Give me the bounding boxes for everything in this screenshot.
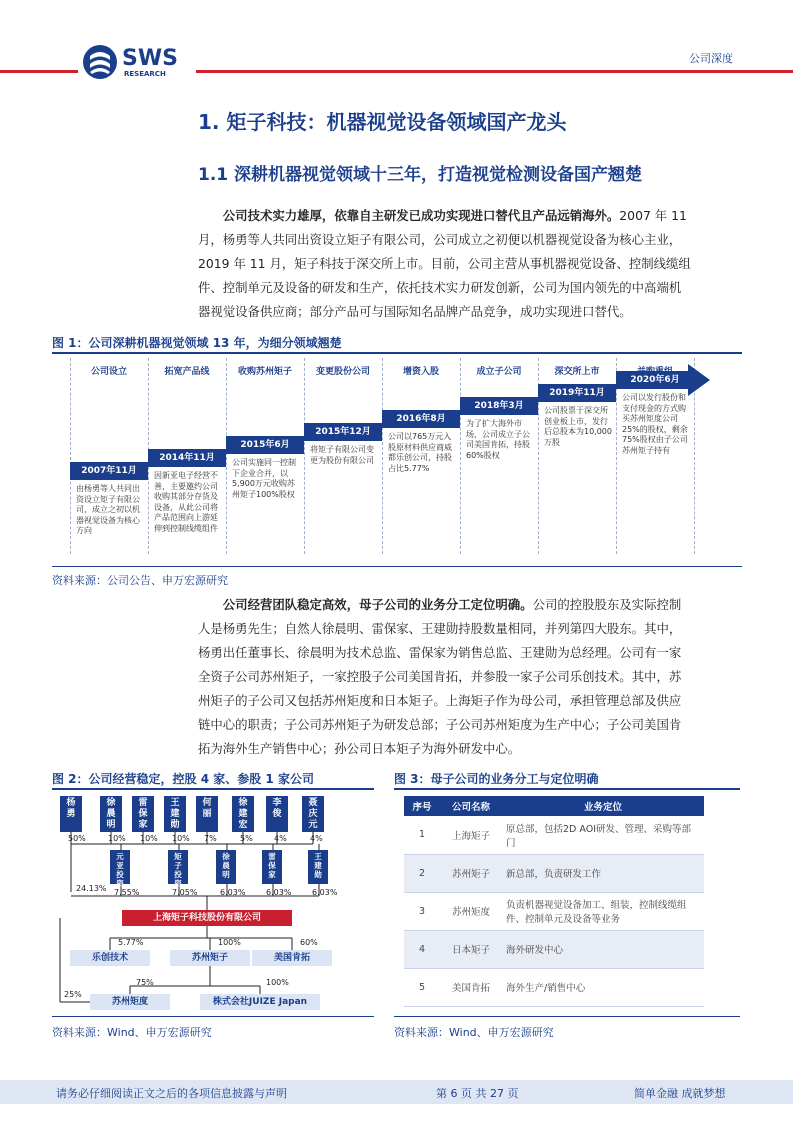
grandsubsidiary-box: 株式会社JUIZE Japan bbox=[200, 994, 320, 1010]
timeline-head: 成立子公司 bbox=[476, 367, 522, 377]
holder-pct: 5% bbox=[240, 834, 253, 843]
timeline-step: 2014年11月 bbox=[148, 449, 226, 467]
parent-to-judu-pct: 25% bbox=[64, 990, 82, 999]
fig3-source: 资料来源：Wind、申万宏源研究 bbox=[394, 1026, 554, 1039]
subsidiary-box: 乐创技术 bbox=[70, 950, 150, 966]
yang-direct-pct: 24.13% bbox=[76, 884, 107, 893]
holder-box: 徐 晨 明 bbox=[100, 796, 122, 832]
timeline-text: 由杨勇等人共同出资设立矩子有限公司，成立之初以机器视觉设备为核心方向 bbox=[76, 484, 140, 535]
timeline-divider bbox=[460, 358, 461, 554]
second-holder-pct: 7.55% bbox=[114, 888, 140, 897]
table-cell: 海外研发中心 bbox=[502, 930, 704, 968]
timeline-text: 为了扩大海外市场，公司成立子公司美国肯拓，持股60%股权 bbox=[466, 419, 530, 460]
fig3-rule bbox=[394, 788, 740, 790]
table-cell: 5 bbox=[404, 968, 440, 1006]
table-cell: 苏州矩子 bbox=[440, 854, 502, 892]
holder-box: 何 丽 bbox=[196, 796, 218, 832]
second-holder-box: 矩 子 投 资 bbox=[168, 850, 188, 884]
timeline-divider bbox=[304, 358, 305, 554]
logo-text: SWS bbox=[122, 46, 178, 71]
timeline-head: 深交所上市 bbox=[554, 367, 600, 377]
timeline-step: 2015年6月 bbox=[226, 436, 304, 454]
subsidiary-box: 美国肯拓 bbox=[252, 950, 332, 966]
timeline-step: 2007年11月 bbox=[70, 462, 148, 480]
second-holder-pct: 6.03% bbox=[220, 888, 246, 897]
timeline-text: 将矩子有限公司变更为股份有限公司 bbox=[310, 445, 374, 465]
holder-pct: 50% bbox=[68, 834, 86, 843]
fig2-source: 资料来源：Wind、申万宏源研究 bbox=[52, 1026, 212, 1039]
fig2-title: 图 2：公司经营稳定，控股 4 家、参股 1 家公司 bbox=[52, 772, 314, 786]
grandsubsidiary-box: 苏州矩度 bbox=[90, 994, 170, 1010]
subsidiary-pct: 100% bbox=[218, 938, 241, 947]
timeline-step: 2018年3月 bbox=[460, 397, 538, 415]
timeline-head: 公司设立 bbox=[90, 367, 127, 377]
holder-pct: 7% bbox=[204, 834, 217, 843]
second-holder-box: 雷 保 家 bbox=[262, 850, 282, 884]
fig1-bottom-rule bbox=[52, 566, 742, 567]
timeline-step: 2020年6月 bbox=[616, 371, 694, 389]
timeline-text: 公司股票于深交所创业板上市，发行后总股本为10,000万股 bbox=[544, 406, 612, 447]
second-holder-box: 元 亚 投 资 bbox=[110, 850, 130, 884]
holder-box: 徐 建 宏 bbox=[232, 796, 254, 832]
table-cell: 上海矩子 bbox=[440, 816, 502, 854]
timeline-arrow-head bbox=[688, 360, 728, 400]
second-holder-pct: 7.05% bbox=[172, 888, 198, 897]
fig2-bottom-rule bbox=[52, 1016, 374, 1017]
holder-box: 王 建 勋 bbox=[164, 796, 186, 832]
table-row bbox=[404, 816, 704, 854]
table-row bbox=[404, 930, 704, 968]
table-cell: 苏州矩度 bbox=[440, 892, 502, 930]
table-cell: 美国肯拓 bbox=[440, 968, 502, 1006]
fig1-source: 资料来源：公司公告、申万宏源研究 bbox=[52, 574, 228, 587]
fig3-bottom-rule bbox=[394, 1016, 740, 1017]
table-row bbox=[404, 854, 704, 892]
header-rule-right bbox=[196, 70, 793, 73]
subsidiary-pct: 60% bbox=[300, 938, 318, 947]
timeline-text: 公司以发行股份和支付现金的方式购买苏州矩度公司25%的股权，剩余75%股权由子公司苏州矩子持有 bbox=[622, 393, 688, 455]
fig2-rule bbox=[52, 788, 374, 790]
fig1-rule bbox=[52, 352, 742, 354]
timeline-divider bbox=[226, 358, 227, 554]
table-cell: 3 bbox=[404, 892, 440, 930]
holder-pct: 4% bbox=[274, 834, 287, 843]
fig2-org-chart bbox=[52, 792, 374, 1016]
table-cell: 1 bbox=[404, 816, 440, 854]
table-cell: 新总部，负责研发工作 bbox=[502, 854, 704, 892]
fig3-table bbox=[404, 796, 704, 1007]
timeline-head: 收购苏州矩子 bbox=[237, 367, 292, 377]
footer-page: 第 6 页 共 27 页 bbox=[436, 1087, 519, 1100]
holder-box: 杨 勇 bbox=[60, 796, 82, 832]
timeline-step: 2015年12月 bbox=[304, 423, 382, 441]
heading-2: 1.1 深耕机器视觉领域十三年，打造视觉检测设备国产翘楚 bbox=[198, 165, 643, 185]
subsidiary-box: 苏州矩子 bbox=[170, 950, 250, 966]
paragraph-1: 公司技术实力雄厚，依靠自主研发已成功实现进口替代且产品远销海外。2007 年 11 月，杨勇等人共同出资设立矩子有限公司，公司成立之初便以机器视觉设备为核心主业， 2019 年 11 月，矩子科技于深交所上市。目前，公司主营从事机器视觉设备、控制线缆组 件、控制单元及设备的研发和生产，依托技术实力研发创新，公司为国内领先的中高端机 器视觉设备供应商；部分产品可与国际知名品牌产品竞争，成功实现进口替代。 bbox=[198, 208, 691, 319]
table-header: 序号 bbox=[404, 796, 440, 816]
timeline-text: 公司以765万元入股原材料供应商威都乐创公司，持股占比5.77% bbox=[388, 432, 452, 473]
table-row bbox=[404, 968, 704, 1006]
para1-bold: 公司技术实力雄厚，依靠自主研发已成功实现进口替代且产品远销海外。 bbox=[222, 208, 620, 223]
para2-bold: 公司经营团队稳定高效，母子公司的业务分工定位明确。 bbox=[222, 597, 533, 612]
timeline-step: 2016年8月 bbox=[382, 410, 460, 428]
table-header: 业务定位 bbox=[502, 796, 704, 816]
second-holder-pct: 6.03% bbox=[266, 888, 292, 897]
fig1-title: 图 1：公司深耕机器视觉领域 13 年，为细分领域翘楚 bbox=[52, 336, 342, 350]
table-cell: 2 bbox=[404, 854, 440, 892]
heading-1: 1. 矩子科技：机器视觉设备领域国产龙头 bbox=[198, 110, 567, 134]
fig3-table-wrap bbox=[404, 796, 704, 1007]
grandsubsidiary-pct: 75% bbox=[136, 978, 154, 987]
timeline-head: 增资入股 bbox=[402, 367, 439, 377]
timeline-text: 公司实施同一控制下企业合并，以5,900万元收购苏州矩子100%股权 bbox=[232, 458, 296, 499]
timeline-divider bbox=[382, 358, 383, 554]
paragraph-2: 公司经营团队稳定高效，母子公司的业务分工定位明确。公司的控股股东及实际控制 人是杨勇先生；自然人徐晨明、雷保家、王建勋持股数量相同，并列第四大股东。其中， 杨勇出任董事长、徐晨明为技术总监、雷保家为销售总监、王建勋为总经理。公司有一家 全资子公司苏州矩子，一家控股子公司美国肯拓，并参股一家子公司乐创技术。其中，苏 州矩子的子公司又包括苏州矩度和日本矩子。上海矩子作为母公司，承担管理总部及供应 链中心的职责；子公司苏州矩子为研发总部；子公司苏州矩度为生产中心；子公司美国肯 拓为海外生产销售中心；孙公司日本矩子为海外研发中心。 bbox=[198, 597, 682, 756]
header-rule-left bbox=[0, 70, 78, 73]
holder-pct: 10% bbox=[140, 834, 158, 843]
holder-pct: 10% bbox=[108, 834, 126, 843]
fig3-title: 图 3：母子公司的业务分工与定位明确 bbox=[394, 772, 599, 786]
second-holder-box: 徐 晨 明 bbox=[216, 850, 236, 884]
holder-pct: 4% bbox=[310, 834, 323, 843]
timeline-divider bbox=[70, 358, 71, 554]
timeline-text: 因新亚电子经营不善，主要邀约公司收购其部分存货及设备，从此公司将产品范围向上游延伸到控制线缆组件 bbox=[154, 471, 218, 533]
holder-box: 聂 庆 元 bbox=[302, 796, 324, 832]
parent-company: 上海矩子科技股份有限公司 bbox=[122, 910, 292, 926]
second-holder-box: 王 建 勋 bbox=[308, 850, 328, 884]
subsidiary-pct: 5.77% bbox=[118, 938, 144, 947]
timeline-step: 2019年11月 bbox=[538, 384, 616, 402]
table-row bbox=[404, 892, 704, 930]
table-cell: 原总部，包括2D AOI研发、管理、采购等部门 bbox=[502, 816, 704, 854]
table-cell: 负责机器视觉设备加工、组装，控制线缆组件、控制单元及设备等业务 bbox=[502, 892, 704, 930]
footer-disclaimer: 请务必仔细阅读正文之后的各项信息披露与声明 bbox=[56, 1087, 287, 1100]
table-cell: 海外生产/销售中心 bbox=[502, 968, 704, 1006]
footer-slogan: 简单金融 成就梦想 bbox=[634, 1087, 726, 1100]
table-cell: 日本矩子 bbox=[440, 930, 502, 968]
logo-sub: RESEARCH bbox=[124, 70, 166, 78]
holder-box: 李 俊 bbox=[266, 796, 288, 832]
table-cell: 4 bbox=[404, 930, 440, 968]
header-section: 公司深度 bbox=[689, 52, 733, 65]
timeline-head: 拓宽产品线 bbox=[164, 367, 210, 377]
holder-pct: 10% bbox=[172, 834, 190, 843]
table-header: 公司名称 bbox=[440, 796, 502, 816]
fig1-timeline bbox=[52, 356, 742, 566]
second-holder-pct: 6.03% bbox=[312, 888, 338, 897]
grandsubsidiary-pct: 100% bbox=[266, 978, 289, 987]
holder-box: 雷 保 家 bbox=[132, 796, 154, 832]
logo-icon bbox=[82, 42, 118, 82]
logo bbox=[82, 42, 182, 82]
timeline-head: 变更股份公司 bbox=[315, 367, 370, 377]
